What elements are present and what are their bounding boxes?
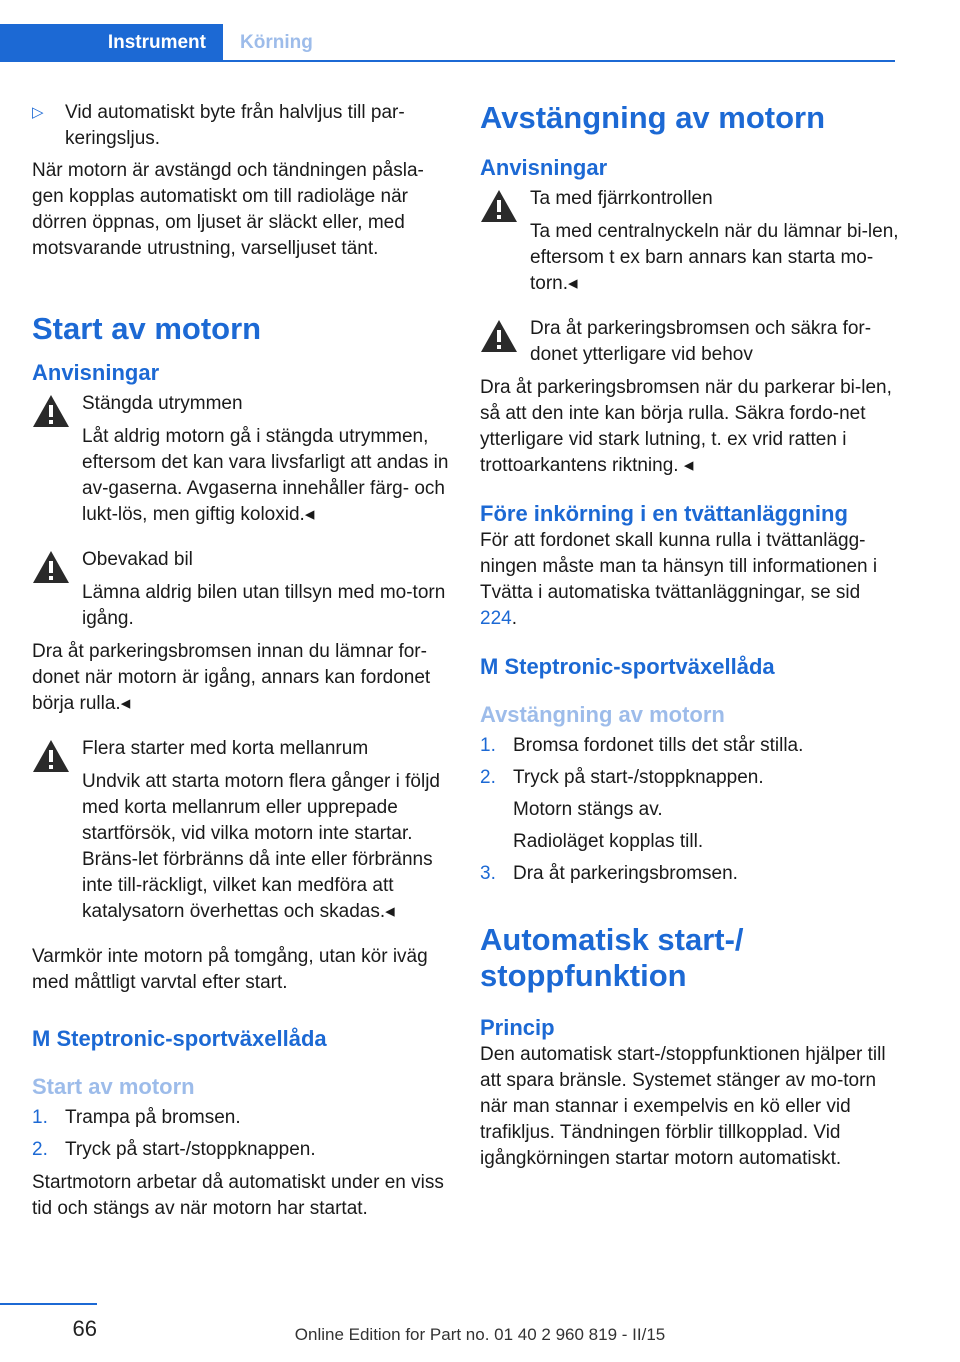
tab-korning[interactable]: Körning — [240, 32, 313, 53]
warning-title: Stängda utrymmen — [82, 393, 243, 414]
warning-icon — [32, 739, 70, 773]
warning-title: Obevakad bil — [82, 549, 193, 570]
warning-block — [32, 391, 450, 528]
heading-steptronic: M Steptronic-sportväxellåda — [32, 1026, 327, 1051]
subheading-stop: Avstängning av motorn — [480, 702, 725, 727]
heading-wash: Före inkörning i en tvättanläggning — [480, 501, 848, 526]
heading-princip: Princip — [480, 1015, 555, 1040]
warning-title: Flera starter med korta mellanrum — [82, 738, 369, 759]
list-item: 1. Bromsa fordonet tills det står stilla. — [480, 733, 900, 759]
steps-list — [480, 733, 900, 887]
heading-steptronic: M Steptronic-sportväxellåda — [480, 654, 775, 679]
warning-icon — [32, 394, 70, 428]
list-item: 2. Tryck på start-/stoppknappen. — [32, 1137, 450, 1163]
section-title-start: Start av motorn — [32, 311, 262, 346]
heading-anvisningar: Anvisningar — [32, 360, 160, 385]
warning-text: Undvik att starta motorn flera gånger i följd med korta mellanrum eller upprepade startförsök, vid vilka motorn inte startar. Bräns-let förbränns då inte eller förbränns inte till-räckligt, vilket kan medföra att katalysatorn överhettas och skadas.◂ — [82, 771, 441, 922]
warning-title: Ta med fjärrkontrollen — [530, 188, 713, 209]
list-number: 2. — [480, 767, 496, 788]
list-item: 3. Dra åt parkeringsbromsen. — [480, 861, 900, 887]
paragraph: Startmotorn arbetar då automatiskt under en viss tid och stängs av när motorn har startat. — [32, 1172, 444, 1219]
header-divider — [0, 60, 895, 62]
page-reference-link[interactable]: 224 — [480, 608, 512, 629]
section-title-stop: Avstängning av motorn — [480, 100, 826, 135]
page-number-rule — [0, 1303, 97, 1305]
warning-icon — [480, 319, 518, 353]
list-item: 1. Trampa på bromsen. — [32, 1105, 450, 1131]
heading-anvisningar: Anvisningar — [480, 155, 608, 180]
warning-text: Låt aldrig motorn gå i stängda utrymmen, eftersom det kan vara livsfarligt att andas in av-gaserna. Avgaserna innehåller färg- och lukt-lös, men giftig koloxid.◂ — [82, 426, 449, 525]
left-column — [32, 100, 450, 1229]
warning-block — [480, 316, 900, 368]
list-number: 1. — [32, 1107, 48, 1128]
warning-title: Dra åt parkeringsbromsen och säkra for-donet ytterligare vid behov — [530, 318, 872, 365]
wash-paragraph: För att fordonet skall kunna rulla i tvättanlägg-ningen måste man ta hänsyn till informationen i Tvätta i automatiska tvättanläggningar, se sid 224. — [480, 530, 878, 629]
footer-edition: Online Edition for Part no. 01 40 2 960 819 - II/15 — [294, 1325, 666, 1344]
bullet-item — [32, 100, 450, 152]
intro-paragraph: När motorn är avstängd och tändningen påsla-gen kopplas automatiskt om till radioläge när dörren öppnas, om ljuset är släckt eller, med motsvarande utrustning, varselljuset tänt. — [32, 160, 424, 259]
step-note: Radioläget kopplas till. — [513, 831, 704, 852]
list-number: 3. — [480, 863, 496, 884]
bullet-triangle-icon: ▷ — [32, 104, 44, 121]
paragraph: Dra åt parkeringsbromsen innan du lämnar for-donet när motorn är igång, annars kan fordonet börja rulla.◂ — [32, 641, 431, 714]
list-number: 2. — [32, 1139, 48, 1160]
step-note: Motorn stängs av. — [513, 799, 663, 820]
principle-paragraph: Den automatisk start-/stoppfunktionen hjälper till att spara bränsle. Systemet stänger av mo-torn när man stannar i exempelvis en kö eller vid trafikljus. Tändningen förblir tillkopplad. Vid igångkörningen startar motorn automatiskt. — [480, 1044, 886, 1169]
warning-text: Lämna aldrig bilen utan tillsyn med mo-torn igång. — [82, 582, 446, 629]
tab-instrument[interactable]: Instrument — [0, 24, 223, 61]
list-number: 1. — [480, 735, 496, 756]
right-column — [480, 100, 900, 1179]
warning-block — [32, 547, 450, 632]
warning-block — [32, 736, 450, 925]
warning-icon — [480, 189, 518, 223]
list-item: 2. Tryck på start-/stoppknappen. Motorn stängs av. Radioläget kopplas till. — [480, 765, 900, 855]
warning-text: Ta med centralnyckeln när du lämnar bi-len, eftersom t ex barn annars kan starta mo-torn.◂ — [530, 221, 899, 294]
steps-list — [32, 1105, 450, 1163]
subheading-start: Start av motorn — [32, 1074, 195, 1099]
header-tabs — [0, 0, 895, 62]
bullet-text: Vid automatiskt byte från halvljus till par-keringsljus. — [65, 102, 405, 149]
paragraph: Dra åt parkeringsbromsen när du parkerar bi-len, så att den inte kan börja rulla. Säkra fordo-net ytterligare vid stark lutning, t. ex vrid ratten i trottoarkantens riktning. ◂ — [480, 377, 892, 476]
paragraph: Varmkör inte motorn på tomgång, utan kör iväg med måttligt varvtal efter start. — [32, 946, 428, 993]
page-number: 66 — [72, 1316, 97, 1341]
warning-block — [480, 186, 900, 297]
warning-icon — [32, 550, 70, 584]
section-title-autostop: Automatisk start-/ stoppfunktion — [480, 922, 744, 993]
